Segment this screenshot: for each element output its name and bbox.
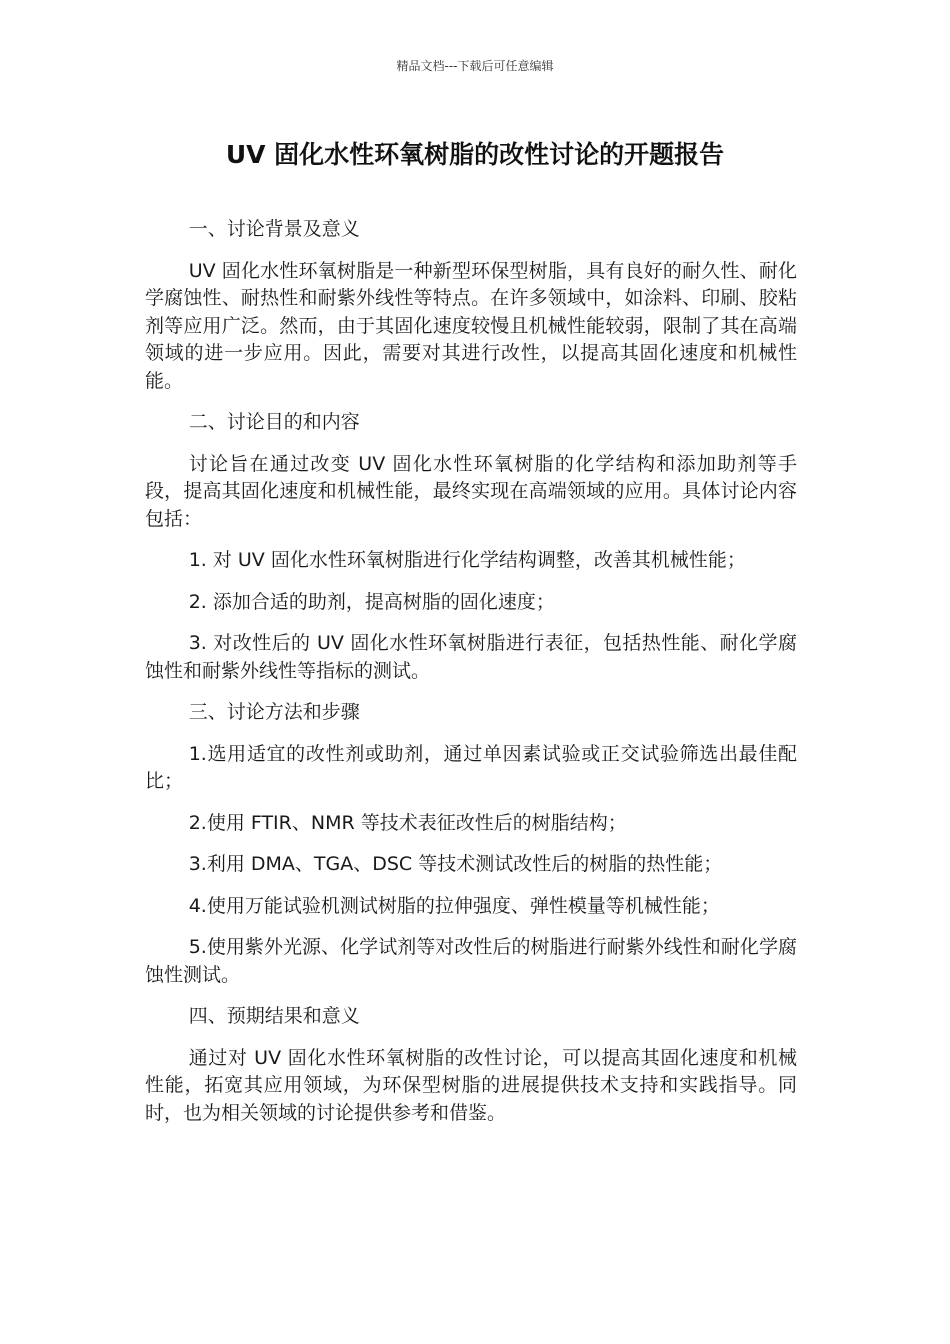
section-heading-expected-results: 四、预期结果和意义	[188, 1005, 360, 1027]
document-title: UV 固化水性环氧树脂的改性讨论的开题报告	[225, 140, 725, 169]
header-note: 精品文档---下载后可任意编辑	[396, 59, 554, 73]
paragraph-objectives: 讨论旨在通过改变 UV 固化水性环氧树脂的化学结构和添加助剂等手段，提高其固化速度和机械性能，最终实现在高端领域的应用。具体讨论内容包括：	[145, 452, 797, 530]
section-heading-objectives: 二、讨论目的和内容	[188, 411, 360, 433]
document-body	[145, 216, 797, 1141]
list-item-method-1: 1.选用适宜的改性剂或助剂，通过单因素试验或正交试验筛选出最佳配比；	[145, 742, 797, 792]
section-heading-background: 一、讨论背景及意义	[188, 218, 360, 240]
paragraph-expected-results: 通过对 UV 固化水性环氧树脂的改性讨论，可以提高其固化速度和机械性能，拓宽其应用领域，为环保型树脂的进展提供技术支持和实践指导。同时，也为相关领域的讨论提供参考和借鉴。	[145, 1046, 797, 1124]
list-item-content-1: 1. 对 UV 固化水性环氧树脂进行化学结构调整，改善其机械性能；	[188, 549, 746, 571]
list-item-content-2: 2. 添加合适的助剂，提高树脂的固化速度；	[188, 590, 555, 613]
list-item-method-5: 5.使用紫外光源、化学试剂等对改性后的树脂进行耐紫外线性和耐化学腐蚀性测试。	[145, 936, 797, 986]
list-item-method-4: 4.使用万能试验机测试树脂的拉伸强度、弹性模量等机械性能；	[188, 894, 720, 917]
list-item-content-3: 3. 对改性后的 UV 固化水性环氧树脂进行表征，包括热性能、耐化学腐蚀性和耐紫外线性等指标的测试。	[145, 632, 797, 682]
list-item-method-3: 3.利用 DMA、TGA、DSC 等技术测试改性后的树脂的热性能；	[188, 853, 723, 875]
paragraph-background: UV 固化水性环氧树脂是一种新型环保型树脂，具有良好的耐久性、耐化学腐蚀性、耐热性和耐紫外线性等特点。在许多领域中，如涂料、印刷、胶粘剂等应用广泛。然而，由于其固化速度较慢且机械性能较弱，限制了其在高端领域的进一步应用。因此，需要对其进行改性，以提高其固化速度和机械性能。	[145, 259, 797, 392]
list-item-method-2: 2.使用 FTIR、NMR 等技术表征改性后的树脂结构；	[188, 811, 627, 834]
section-heading-methods: 三、讨论方法和步骤	[188, 701, 360, 723]
